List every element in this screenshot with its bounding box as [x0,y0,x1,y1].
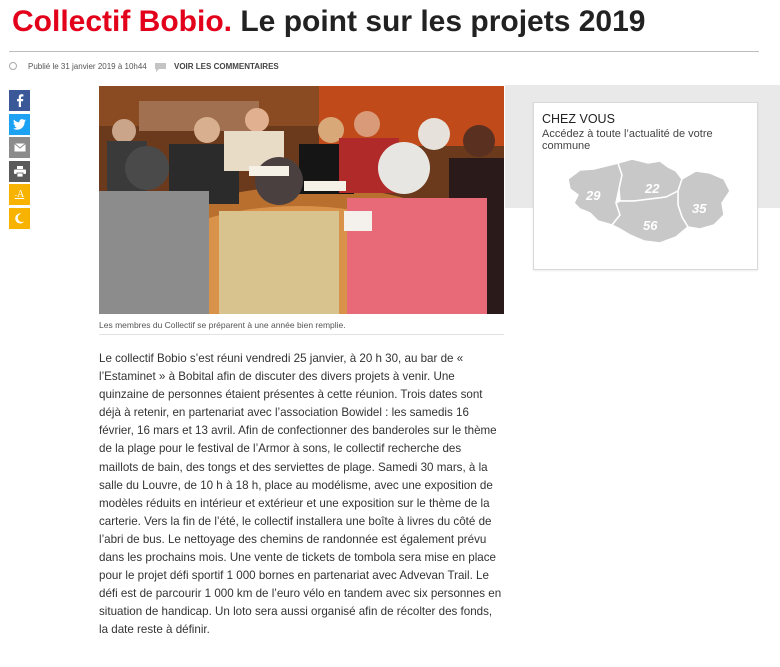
article-title [12,2,645,42]
department-35-region[interactable] [678,171,730,229]
title-headline: Le point sur les projets 2019 [240,5,646,38]
print-button[interactable] [9,161,30,182]
moon-icon [14,213,25,224]
publish-date: Publié le 31 janvier 2019 à 10h44 [28,62,147,71]
night-mode-button[interactable] [9,208,30,229]
font-size-button[interactable] [9,184,30,205]
share-toolbar [9,90,30,231]
department-22-label: 22 [645,181,660,196]
department-29-label: 29 [586,188,601,203]
view-comments-link[interactable]: VOIR LES COMMENTAIRES [174,62,279,71]
article-body [99,350,503,640]
twitter-share-button[interactable] [9,114,30,135]
photo-caption: Les membres du Collectif se préparent à une année bien remplie. [99,320,346,330]
widget-subtitle: Accédez à toute l’actualité de votre commune [542,128,713,152]
department-35-label: 35 [692,201,707,216]
article-photo [99,86,504,314]
email-share-button[interactable] [9,137,30,158]
printer-icon [14,166,26,177]
envelope-icon [14,143,26,152]
brittany-map[interactable] [564,157,734,247]
widget-title: CHEZ VOUS [542,112,615,126]
comment-icon [154,62,167,73]
facebook-icon [16,94,24,107]
title-divider [9,51,759,52]
department-56-label: 56 [643,218,658,233]
font-size-icon: -A [14,189,25,200]
article-paragraph: Le collectif Bobio s’est réuni vendredi 25 janvier, à 20 h 30, au bar de « l’Estaminet » à Bobital afin de discuter des divers projets à venir. Une quinzaine de personnes étaient présentes à cette réunion. Trois dates sont déjà à retenir, en partenariat avec l’association Bowidel : les samedis 16 février, 16 mars et 13 avril. Afin de confectionner des banderoles sur le thème de la plage pour le festival de l’Armor à sons, le collectif recherche des maillots de bain, des tongs et des serviettes de plage. Samedi 30 mars, à la salle du Louvre, de 10 h à 18 h, place au modélisme, avec une exposition de modèles réduits en intérieur et extérieur et une exposition sur le thème de la carterie. Vers la fin de l’été, le collectif installera une boîte à livres du côté de l’abri de bus. Le nettoyage des chemins de randonnée est également prévu dans les prochains mois. Une vente de tickets de tombola sera mise en place pour le projet défi sportif 1 000 bornes en partenariat avec Advevan Trail. Le défi est de parcourir 1 000 km de l’euro vélo en tandem avec six personnes en situation de handicap. Un loto sera aussi organisé afin de récolter des fonds, la date reste à définir. [99,352,502,637]
chez-vous-widget[interactable] [533,102,758,270]
twitter-icon [13,119,26,130]
facebook-share-button[interactable] [9,90,30,111]
title-kicker: Collectif Bobio. [12,5,232,38]
caption-divider [99,334,504,335]
clock-icon [9,62,17,70]
